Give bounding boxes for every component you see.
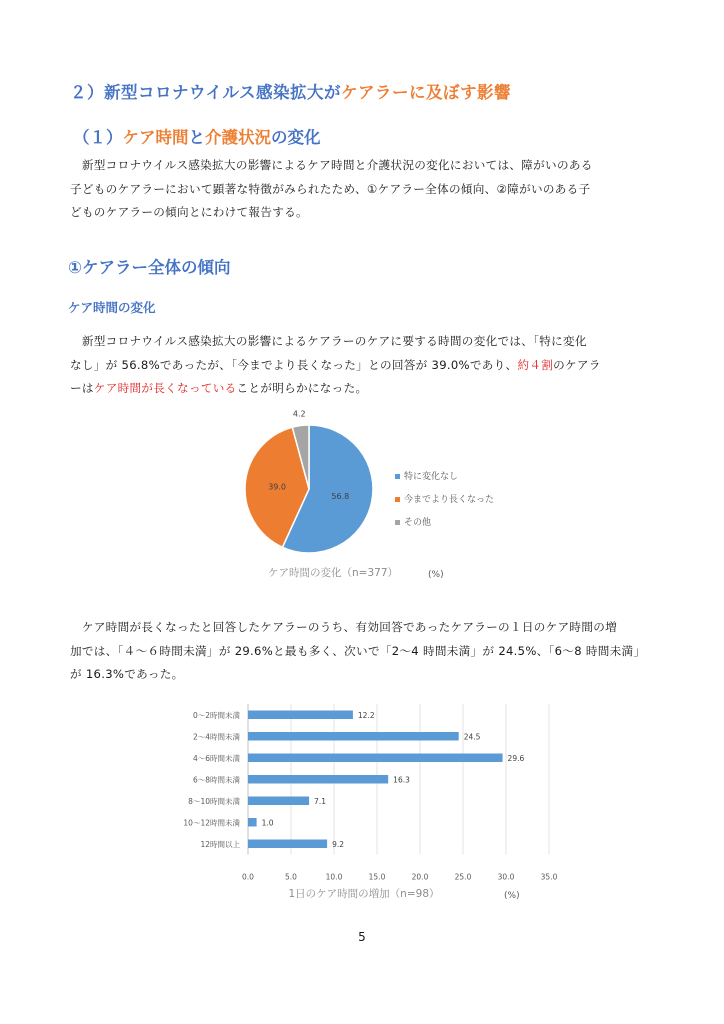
page-number: 5 (358, 930, 366, 944)
para2-line: 加では、「４～６時間未満」が 29.6%と最も多く、次いで「2～4 時間未満」が 24.5%、「6～8 時間未満」 (70, 643, 646, 658)
pie-caption: ケア時間の変化（n=377） (268, 567, 398, 579)
pie-legend (395, 470, 494, 528)
pie-data-label: 39.0 (268, 482, 287, 492)
tick-label: 15.0 (368, 872, 386, 882)
bar-value-label: 12.2 (357, 710, 375, 720)
intro-paragraph (70, 154, 662, 225)
bar-value-label: 9.2 (332, 839, 345, 849)
legend-swatch (395, 520, 400, 525)
legend-label: 今までより長くなった (404, 495, 495, 505)
para2-line: ケア時間が長くなったと回答したケアラーのうち、有効回答であったケアラーの１日のケア時間の増 (70, 620, 617, 634)
section-heading-prefix: ２）新型コロナウイルス感染拡大が (70, 83, 342, 102)
subheading-care-status: 介護状況 (205, 128, 271, 147)
section-heading (70, 79, 511, 103)
bar (248, 840, 327, 849)
bar-value-label: 29.6 (507, 753, 525, 763)
subheading-tail: の変化 (271, 128, 321, 147)
category-label: 8～10時間未満 (188, 796, 240, 806)
bar-unit: (%) (504, 891, 520, 901)
bar-value-label: 1.0 (261, 818, 274, 828)
para1-line: 新型コロナウイルス感染拡大の影響によるケアラーのケアに要する時間の変化では、「特に変化 (70, 334, 587, 348)
subsection-title: ケア時間の変化 (68, 300, 156, 315)
para1-text: ことが明らかになった。 (236, 381, 368, 395)
para1-line (70, 377, 662, 401)
intro-line: 子どものケアラーにおいて顕著な特徴がみられたため、①ケアラー全体の傾向、②障がいのある子 (70, 181, 591, 196)
bar (248, 711, 353, 720)
bar (248, 732, 459, 741)
bar (248, 775, 388, 784)
bar (248, 818, 257, 827)
legend-swatch (395, 497, 400, 502)
pie-slices (245, 425, 373, 553)
category-label: 6～8時間未満 (192, 775, 240, 785)
para1-text: のケアラ (553, 357, 601, 372)
tick-label: 20.0 (411, 872, 429, 882)
para1-text: ーは (70, 381, 94, 395)
subheading-care-time: ケア時間 (122, 128, 189, 147)
bar-caption: 1日のケア時間の増加（n=98） (288, 888, 440, 900)
category-label: 12時間以上 (200, 839, 240, 849)
tick-label: 25.0 (454, 872, 472, 882)
para2-line: が 16.3%であった。 (70, 667, 184, 681)
intro-line: 新型コロナウイルス感染拡大の影響によるケア時間と介護状況の変化においては、障がいのある (70, 158, 593, 172)
care-time-paragraph (70, 330, 662, 401)
section-heading-accent: ケアラーに及ぼす影響 (341, 83, 512, 102)
para1-highlight: ケア時間が長くなっている (93, 381, 237, 395)
bar-value-label: 24.5 (463, 732, 481, 742)
bar (248, 754, 503, 763)
category-label: 4～6時間未満 (192, 753, 240, 763)
intro-line: どものケアラーの傾向とにわけて報告する。 (70, 205, 308, 219)
category-label: 0～2時間未満 (192, 710, 240, 720)
bar-value-label: 7.1 (314, 796, 326, 806)
pie-data-label: 56.8 (331, 491, 350, 501)
bar-tick-labels (242, 873, 558, 882)
pie-unit: (%) (428, 570, 444, 580)
bar-chart (0, 700, 724, 910)
subheading-and: と (188, 128, 205, 147)
bar-value-label: 16.3 (393, 775, 410, 785)
category-label: 2～4時間未満 (192, 732, 240, 742)
tick-label: 30.0 (497, 872, 515, 882)
tick-label: 35.0 (540, 872, 558, 882)
bar-series (248, 711, 503, 849)
bar-category-labels (183, 710, 240, 849)
bar (248, 797, 309, 806)
subheading-number: （１） (73, 128, 123, 147)
section-title: ①ケアラー全体の傾向 (68, 258, 231, 277)
pie-chart (0, 400, 724, 590)
category-label: 10～12時間未満 (183, 818, 240, 828)
legend-label: その他 (404, 518, 432, 528)
para1-line (70, 354, 662, 378)
tick-label: 5.0 (285, 872, 297, 882)
pie-data-label: 4.2 (292, 409, 306, 419)
tick-label: 10.0 (325, 872, 343, 882)
legend-swatch (395, 474, 400, 479)
tick-label: 0.0 (242, 872, 254, 882)
para1-highlight: 約４割 (517, 357, 554, 372)
subheading (73, 124, 321, 148)
legend-label: 特に変化なし (404, 472, 459, 482)
care-increase-paragraph (70, 616, 662, 687)
para1-text: なし」が 56.8%であったが、「今までより長くなった」との回答が 39.0%であり、 (70, 357, 518, 372)
